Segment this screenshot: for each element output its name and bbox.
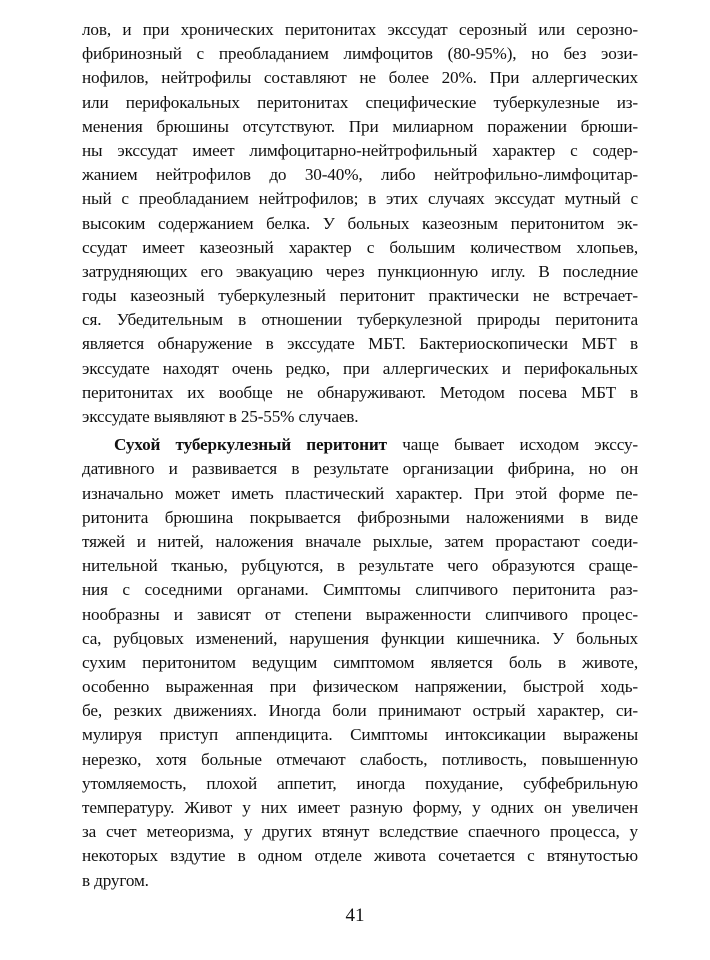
text-line: ритонита брюшина покрывается фиброзными наложениями в виде — [82, 507, 638, 527]
text-line: перитонитах их вообще не обнаруживают. Методом посева МБТ в — [82, 382, 638, 402]
text-line: ный с преобладанием нейтрофилов; в этих случаях экссудат мутный с — [82, 189, 638, 209]
bold-term: Сухой туберкулезный перитонит — [114, 435, 387, 455]
text-line: бе, резких движениях. Иногда боли принимают острый характер, си- — [82, 701, 638, 721]
text-line: или перифокальных перитонитах специфические туберкулезные из- — [82, 92, 638, 112]
text-line: температуру. Живот у них имеет разную форму, у одних он увеличен — [82, 798, 638, 817]
text-run: чаще бывает исходом экссу- — [386, 435, 638, 455]
text-line: нофилов, нейтрофилы составляют не более 20%. При аллергических — [82, 68, 638, 88]
text-line: некоторых вздутие в одном отделе живота сочетается с втянутостью — [82, 846, 638, 866]
text-line: экссудате находят очень редко, при аллергических и перифокальных — [82, 358, 638, 378]
text-line: фибринозный с преобладанием лимфоцитов (80-95%), но без эози- — [82, 44, 638, 64]
text-line: ся. Убедительным в отношении туберкулезной природы перитонита — [82, 310, 638, 330]
text-line: особенно выраженная при физическом напряжении, быстрой ходь- — [82, 677, 638, 697]
text-line: за счет метеоризма, у других втянут вследствие спаечного процесса, у — [82, 822, 638, 842]
text-line: утомляемость, плохой аппетит, иногда похудание, субфебрильную — [82, 773, 638, 793]
text-line: нерезко, хотя больные отмечают слабость, потливость, повышенную — [82, 749, 638, 769]
text-line: дативного и развивается в результате организации фибрина, но он — [82, 459, 638, 479]
text-line: ния с соседними органами. Симптомы слипчивого перитонита раз- — [82, 580, 638, 600]
text-line: затрудняющих его эвакуацию через пункционную иглу. В последние — [82, 261, 638, 281]
text-line: нительной тканью, рубцуются, в результате чего образуются сраще- — [82, 556, 638, 576]
text-line: является обнаружение в экссудате МБТ. Бактериоскопически МБТ в — [82, 334, 638, 354]
text-line: са, рубцовых изменений, нарушения функции кишечника. У больных — [82, 628, 638, 648]
text-line: ссудат имеет казеозный характер с большим количеством хлопьев, — [82, 237, 638, 257]
text-line: тяжей и нитей, наложения вначале рыхлые, затем прорастают соеди- — [82, 531, 638, 551]
text-line: изначально может иметь пластический характер. При этой форме пе- — [82, 483, 638, 503]
text-line: высоким содержанием белка. У больных казеозным перитонитом эк- — [82, 213, 638, 233]
text-line: жанием нейтрофилов до 30-40%, либо нейтрофильно-лимфоцитар- — [82, 165, 638, 185]
paragraph-dry-peritonitis — [82, 433, 638, 893]
text-line-first — [82, 433, 638, 457]
page-number: 41 — [345, 905, 365, 926]
text-line: менения брюшины отсутствуют. При милиарном поражении брюши- — [82, 116, 638, 136]
text-line: лов, и при хронических перитонитах экссудат серозный или серозно- — [82, 20, 638, 39]
paragraph-continued — [82, 18, 638, 429]
text-line: экссудате выявляют в 25-55% случаев. — [82, 407, 359, 426]
text-line: сухим перитонитом ведущим симптомом является боль в животе, — [82, 652, 638, 672]
text-line: в другом. — [82, 870, 149, 890]
text-line: ны экссудат имеет лимфоцитарно-нейтрофильный характер с содер- — [82, 140, 638, 160]
text-line: нообразны и зависят от степени выраженности слипчивого процес- — [82, 604, 638, 624]
text-line: мулируя приступ аппендицита. Симптомы интоксикации выражены — [82, 725, 638, 745]
text-line: годы казеозный туберкулезный перитонит практически не встречает- — [82, 286, 638, 306]
text-column — [82, 18, 638, 893]
